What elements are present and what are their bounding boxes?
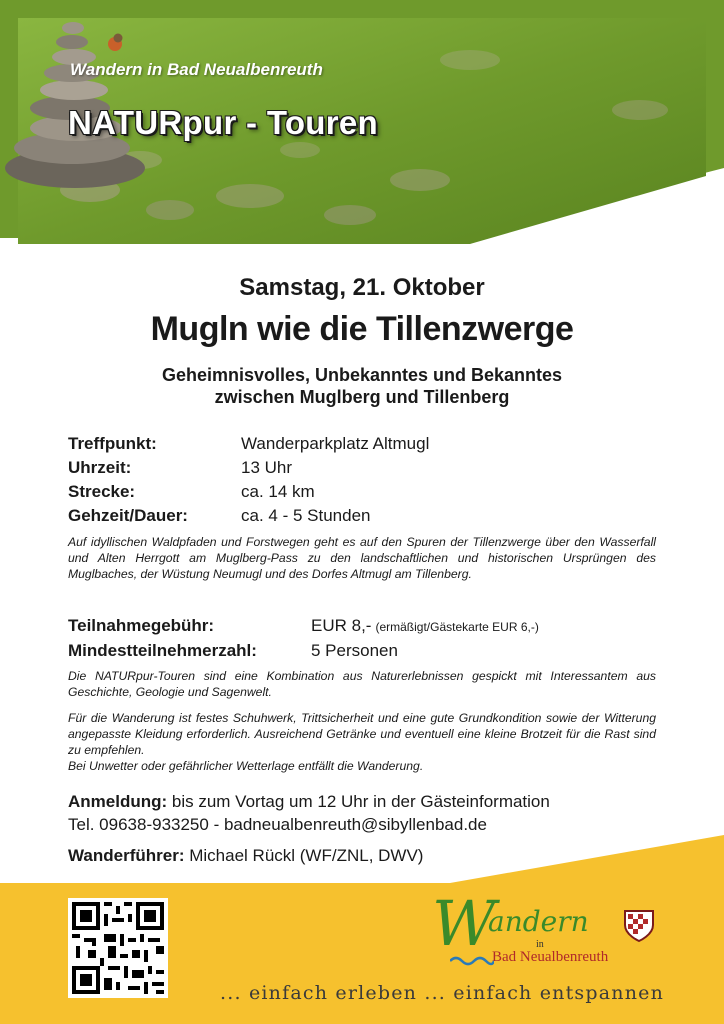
subtitle-line-1: Geheimnisvolles, Unbekanntes und Bekanntes — [161, 365, 563, 385]
fee-row — [68, 614, 539, 639]
wandern-logo — [432, 887, 662, 973]
fact-row-time — [68, 456, 429, 480]
registration-text: bis zum Vortag um 12 Uhr in der Gästeinformation — [171, 792, 550, 811]
fee-label: Teilnahmegebühr: — [68, 616, 215, 635]
tour-series-info: Die NATURpur-Touren sind eine Kombination aus Naturerlebnissen gespickt mit Interessantem aus Geschichte, Geologie und Sagenwelt. — [68, 669, 656, 699]
tour-description: Auf idyllischen Waldpfaden und Forstwegen geht es auf den Spuren der Tillenzwerge über den Wasserfall und Alten Herrgott am Muglberg-Pass zu den landschaftlichen und historischen Ursprüngen des Muglbaches, der Wüstung Neumugl und des Dorfes Altmugl am Tillenberg. — [68, 535, 656, 581]
fact-value: Wanderparkplatz Altmugl — [241, 434, 430, 453]
event-title: Mugln wie die Tillenzwerge — [150, 310, 574, 348]
event-facts — [68, 432, 429, 528]
weather-notice: Bei Unwetter oder gefährlicher Wetterlage entfällt die Wanderung. — [68, 759, 424, 773]
logo-word: andern — [488, 905, 589, 938]
min-participants-label: Mindestteilnehmerzahl: — [68, 641, 257, 660]
fact-label: Treffpunkt: — [68, 434, 157, 453]
fact-label: Gehzeit/Dauer: — [68, 506, 188, 525]
equipment-text: Für die Wanderung ist festes Schuhwerk, Trittsicherheit und eine gute Grundkondition sowie der Witterung angepasste Kleidung erforderlich. Ausreichend Getränke und eventuell eine kleine Brotzeit für die Rast sind zu empfehlen. — [68, 711, 656, 757]
header-banner — [0, 0, 724, 260]
registration-line — [68, 790, 550, 813]
subtitle-line-2: zwischen Muglberg und Tillenberg — [214, 387, 510, 407]
logo-big-letter: W — [432, 887, 496, 960]
min-participants-row — [68, 639, 539, 662]
fee-info — [68, 614, 539, 662]
fee-note: (ermäßigt/Gästekarte EUR 6,-) — [375, 620, 539, 634]
registration-label: Anmeldung: — [68, 792, 168, 811]
guide-label: Wanderführer: — [68, 846, 185, 865]
qr-code[interactable] — [68, 898, 168, 998]
fact-label: Uhrzeit: — [68, 458, 132, 477]
equipment-info — [68, 710, 656, 774]
fact-row-duration — [68, 504, 429, 528]
slogan: ... einfach erleben ... einfach entspannen — [220, 982, 665, 1004]
guide-name: Michael Rückl (WF/ZNL, DWV) — [189, 846, 424, 865]
fact-value: ca. 14 km — [241, 482, 315, 501]
header-kicker: Wandern in Bad Neualbenreuth — [70, 60, 323, 79]
brand-title: NATURpur - Touren — [68, 104, 378, 141]
fact-row-meeting-point — [68, 432, 429, 456]
event-date: Samstag, 21. Oktober — [239, 274, 485, 301]
logo-in: in — [536, 939, 544, 950]
fact-value: 13 Uhr — [241, 458, 293, 477]
fact-label: Strecke: — [68, 482, 136, 501]
event-subtitle — [0, 364, 724, 408]
logo-town: Bad Neualbenreuth — [492, 949, 609, 965]
town-crest-icon — [622, 907, 656, 943]
fact-value: ca. 4 - 5 Stunden — [241, 506, 371, 525]
logo-wave-icon — [450, 955, 494, 967]
registration-contact[interactable]: Tel. 09638-933250 - badneualbenreuth@sibyllenbad.de — [68, 815, 487, 834]
registration-info — [68, 790, 550, 836]
fact-row-distance — [68, 480, 429, 504]
min-participants-value: 5 Personen — [311, 641, 398, 660]
fee-value: EUR 8,- — [311, 616, 372, 635]
stone-cairn-illustration — [0, 0, 150, 190]
